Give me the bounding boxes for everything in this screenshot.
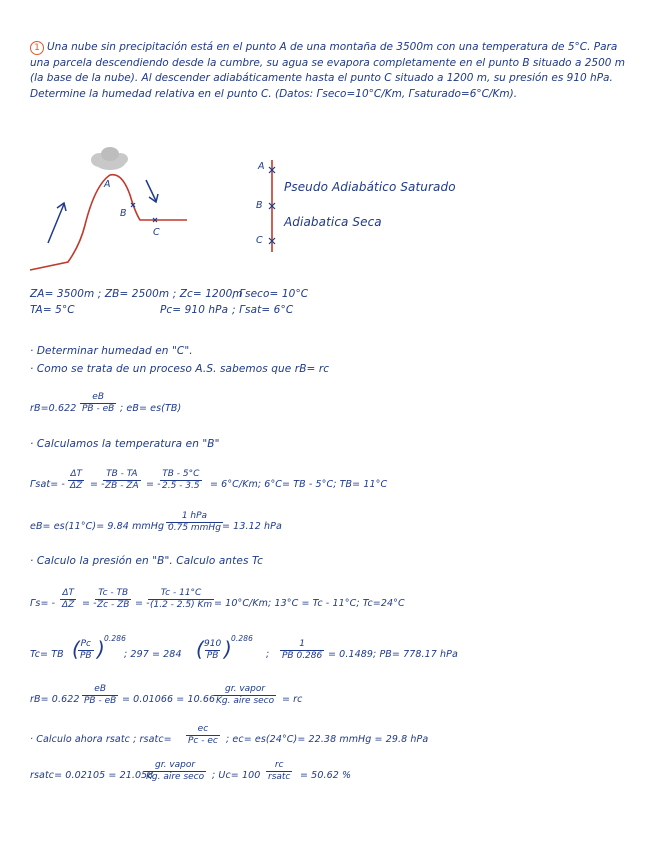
givens-line2-right: ; Γsat= 6°C xyxy=(232,304,294,316)
fraction-denominator: ZB - ZA xyxy=(105,481,139,491)
fraction-dt-dz xyxy=(68,469,84,492)
step-pressure-b: · Calculo la presión en "B". Calculo antes Tc xyxy=(30,555,264,567)
fraction-rb xyxy=(80,392,116,415)
step-tc-mid: ; 297 = 284 xyxy=(124,649,182,660)
step-temp-b: · Calculamos la temperatura en "B" xyxy=(30,438,220,450)
fraction-numerator: eB xyxy=(92,392,104,402)
fraction-ec-pc xyxy=(186,724,220,747)
fraction-denominator: ΔZ xyxy=(70,481,83,491)
step-rb-left: rB=0.622 xyxy=(30,403,77,414)
fraction-numerator: ec xyxy=(197,724,209,734)
step-gamma-eq: = - xyxy=(90,479,105,490)
fraction-numerator: 1 hPa xyxy=(181,511,208,521)
label-point-b: B xyxy=(120,208,127,219)
step-tc-semi: ; xyxy=(266,649,270,660)
fraction-numerator: gr. vapor xyxy=(155,760,196,770)
legend-label-b: B xyxy=(256,200,263,211)
step-final-left: rsatc= 0.02105 = 21.058 xyxy=(30,770,154,781)
fraction-numerator: Tc - TB xyxy=(98,588,129,598)
exponent-1: 0.286 xyxy=(104,634,126,643)
step-gamma-right: = 6°C/Km; 6°C= TB - 5°C; TB= 11°C xyxy=(210,479,388,490)
fraction-hpa-mmhg xyxy=(166,511,223,534)
fraction-dt-dz-2 xyxy=(60,588,76,611)
fraction-numerator: ΔT xyxy=(70,469,82,479)
paren-close-1: ) xyxy=(97,637,105,661)
step-determine: · Determinar humedad en "C". xyxy=(30,345,193,357)
fraction-denominator: PB xyxy=(80,651,92,661)
fraction-numerator: eB xyxy=(94,684,106,694)
fraction-denominator: PB 0.286 xyxy=(282,651,323,661)
step-tc-left: Tc= TB xyxy=(30,649,64,660)
descending-arrow-icon xyxy=(146,180,158,202)
cloud-icon xyxy=(91,147,128,170)
fraction-numerator: rc xyxy=(274,760,284,770)
step-gs-right: = 10°C/Km; 13°C = Tc - 11°C; Tc=24°C xyxy=(214,598,405,609)
step-gamma-left: Γsat= - xyxy=(30,479,65,490)
step-rb2-right: = rc xyxy=(282,694,303,705)
step-rsatc-right: ; ec= es(24°C)= 22.38 mmHg = 29.8 hPa xyxy=(226,734,429,745)
step-final-mid: ; Uc= 100 xyxy=(212,770,261,781)
fraction-tb-ta xyxy=(103,469,141,492)
fraction-numerator: TB - TA xyxy=(106,469,138,479)
fraction-denominator: Pc - ec xyxy=(188,736,218,746)
fraction-numerator: 910 xyxy=(204,639,222,649)
fraction-denominator: PB xyxy=(206,651,219,661)
fraction-denominator: Kg. aire seco xyxy=(146,772,205,782)
fraction-numerator: Tc - 11°C xyxy=(160,588,202,598)
legend-saturated: Pseudo Adiabático Saturado xyxy=(284,180,456,194)
step-rsatc-left: · Calculo ahora rsatc ; rsatc= xyxy=(30,734,172,745)
paren-close-2: ) xyxy=(224,637,232,661)
step-eb-left: eB= es(11°C)= 9.84 mmHg · xyxy=(30,521,171,532)
step-final-right: = 50.62 % xyxy=(300,770,352,781)
label-point-a: A xyxy=(104,179,111,190)
step-rb2-left: rB= 0.622 xyxy=(30,694,80,705)
fraction-vapor-aire-2 xyxy=(144,760,206,783)
fraction-rc-rsatc xyxy=(266,760,292,783)
step-gs-left: Γs= - xyxy=(30,598,56,609)
fraction-denominator: Kg. aire seco xyxy=(216,696,275,706)
fraction-eb-pb xyxy=(82,684,118,707)
givens-line1-left: ZA= 3500m ; ZB= 2500m ; Zc= 1200m xyxy=(30,288,243,300)
fraction-numerator: ΔT xyxy=(62,588,74,598)
step-gs-eq: = - xyxy=(82,598,97,609)
fraction-denominator: ΔZ xyxy=(62,600,75,610)
fraction-denominator: PB - eB xyxy=(82,404,115,414)
paren-open-2: ( xyxy=(196,637,204,661)
fraction-denominator: 2.5 - 3.5 xyxy=(162,481,200,491)
fraction-numerator: TB - 5°C xyxy=(162,469,200,479)
givens-line2-mid: Pc= 910 hPa xyxy=(160,304,229,316)
legend-label-c: C xyxy=(256,235,263,246)
fraction-numerator: gr. vapor xyxy=(225,684,266,694)
fraction-tc-tb xyxy=(95,588,131,611)
legend-dry: Adiabatica Seca xyxy=(284,215,382,229)
fraction-pc-pb xyxy=(78,639,94,662)
label-point-c: C xyxy=(153,227,160,238)
step-process: · Como se trata de un proceso A.S. sabemos que rB= rc xyxy=(30,363,330,375)
step-gs-eq2: = - xyxy=(135,598,150,609)
fraction-denominator: rsatc xyxy=(268,772,291,782)
givens-line2-left: TA= 5°C xyxy=(30,304,75,316)
fraction-denominator: Zc - ZB xyxy=(97,600,130,610)
step-tc-right: = 0.1489; PB= 778.17 hPa xyxy=(328,649,458,660)
step-gamma-eq2: = - xyxy=(146,479,161,490)
step-eb-right: = 13.12 hPa xyxy=(222,521,282,532)
problem-number: 1 xyxy=(30,41,44,55)
fraction-numerator: Pc xyxy=(80,639,91,649)
ascending-arrow-icon xyxy=(48,203,66,243)
paren-open-1: ( xyxy=(72,637,80,661)
fraction-910-pb xyxy=(202,639,223,662)
givens-line1-right: ; Γseco= 10°C xyxy=(232,288,309,300)
fraction-denominator: 0.75 mmHg xyxy=(168,523,221,533)
fraction-numerator: 1 xyxy=(299,639,305,649)
fraction-tb-5 xyxy=(160,469,202,492)
fraction-denominator: (1.2 - 2.5) Km xyxy=(150,600,213,610)
legend-label-a: A xyxy=(258,161,265,172)
step-rb2-mid: = 0.01066 = 10.66 xyxy=(122,694,216,705)
fraction-tc-11 xyxy=(148,588,214,611)
fraction-1-pb xyxy=(280,639,324,662)
step-rb-right: ; eB= es(TB) xyxy=(120,403,182,414)
problem-text: Una nube sin precipitación está en el punto A de una montaña de 3500m con una temperatura de 5°C. Para una parcela descendiendo desde la cumbre, su agua se evapora completamente en el punto B situado a 2500 m (la base de la nube). Al descender adiabáticamente hasta el punto C situado a 1200 m, su presión es 910 hPa. Determine la humedad relativa en el punto C. (Datos: Γseco=10°C/Km, Γsaturado=6°C/Km). xyxy=(30,41,626,100)
fraction-vapor-aire xyxy=(214,684,276,707)
exponent-2: 0.286 xyxy=(231,634,253,643)
fraction-denominator: PB - eB xyxy=(84,696,117,706)
